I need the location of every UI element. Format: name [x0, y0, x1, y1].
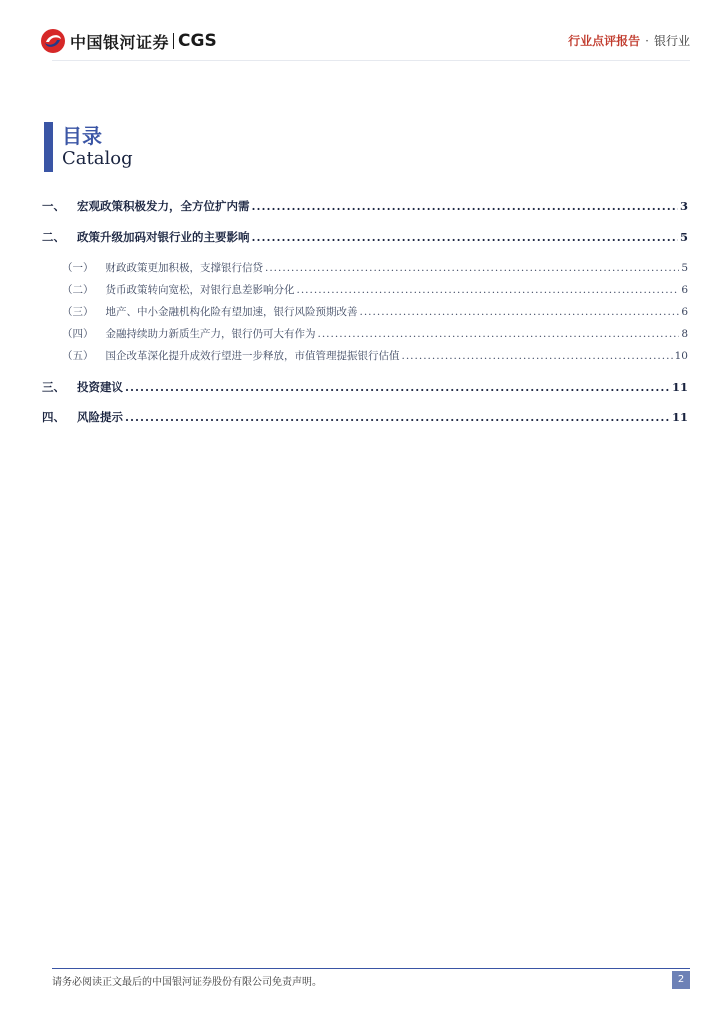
toc-dot-leader	[252, 230, 678, 244]
page-header	[0, 0, 724, 70]
report-sector: 银行业	[653, 34, 690, 48]
toc-entry-page: 3	[679, 199, 688, 213]
toc-entry-number: 一、	[42, 199, 65, 213]
company-logo	[40, 28, 217, 54]
toc-entry-page: 5	[679, 230, 688, 244]
toc-subentry[interactable]	[62, 282, 688, 300]
toc-entry-title: 政策升级加码对银行业的主要影响	[77, 230, 250, 244]
toc-entry[interactable]	[42, 379, 688, 397]
toc-dot-leader	[402, 350, 673, 362]
toc-subentry[interactable]	[62, 260, 688, 278]
toc-entry-page: 6	[681, 306, 688, 318]
toc-entry-title: 风险提示	[77, 410, 123, 424]
report-type: 行业点评报告	[568, 34, 641, 48]
toc-entry-number: （三）	[62, 306, 94, 318]
toc-dot-leader	[318, 328, 680, 340]
toc-subentry[interactable]	[62, 326, 688, 344]
header-separator: ·	[645, 34, 649, 48]
toc-entry[interactable]	[42, 229, 688, 247]
toc-subentry[interactable]	[62, 348, 688, 366]
footer-divider	[52, 968, 690, 969]
logo-divider	[173, 33, 174, 49]
toc-entry[interactable]	[42, 409, 688, 427]
toc-dot-leader	[125, 380, 670, 394]
toc-entry-page: 11	[671, 380, 688, 394]
toc-entry-title: 财政政策更加积极，支撑银行信贷	[105, 262, 263, 274]
logo-english-name: CGS	[178, 31, 217, 51]
toc-entry-number: （一）	[62, 262, 94, 274]
toc-entry-title: 金融持续助力新质生产力，银行仍可大有作为	[105, 328, 316, 340]
catalog-title-cn: 目录	[62, 124, 102, 148]
toc-entry-number: （二）	[62, 284, 94, 296]
toc-entry-page: 6	[681, 284, 688, 296]
toc-entry-number: 三、	[42, 380, 65, 394]
toc-entry-page: 8	[681, 328, 688, 340]
toc-entry-number: （五）	[62, 350, 94, 362]
toc-entry-title: 货币政策转向宽松，对银行息差影响分化	[105, 284, 295, 296]
cgs-logo-icon	[40, 28, 66, 54]
toc-entry-page: 5	[681, 262, 688, 274]
toc-dot-leader	[265, 262, 679, 274]
toc-entry-title: 投资建议	[77, 380, 123, 394]
toc-dot-leader	[360, 306, 680, 318]
report-category	[568, 32, 690, 49]
toc-dot-leader	[297, 284, 680, 296]
toc-dot-leader	[252, 199, 678, 213]
toc-entry-page: 11	[671, 410, 688, 424]
toc-entry-title: 地产、中小金融机构化险有望加速，银行风险预期改善	[105, 306, 358, 318]
toc-entry-number: 二、	[42, 230, 65, 244]
toc-entry-title: 国企改革深化提升成效行望进一步释放，市值管理提振银行估值	[105, 350, 400, 362]
toc-entry-number: （四）	[62, 328, 94, 340]
header-divider	[52, 60, 690, 61]
catalog-accent-bar	[44, 122, 53, 172]
toc-entry-title: 宏观政策积极发力，全方位扩内需	[77, 199, 250, 213]
toc-entry-number: 四、	[42, 410, 65, 424]
toc-subentry[interactable]	[62, 304, 688, 322]
page-number: 2	[672, 971, 690, 989]
toc-entry[interactable]	[42, 198, 688, 216]
catalog-title-en: Catalog	[62, 148, 133, 169]
toc-dot-leader	[125, 410, 670, 424]
footer-disclaimer: 请务必阅读正文最后的中国银河证券股份有限公司免责声明。	[52, 977, 322, 988]
logo-chinese-name: 中国银河证券	[70, 32, 170, 52]
toc-entry-page: 10	[674, 350, 688, 362]
